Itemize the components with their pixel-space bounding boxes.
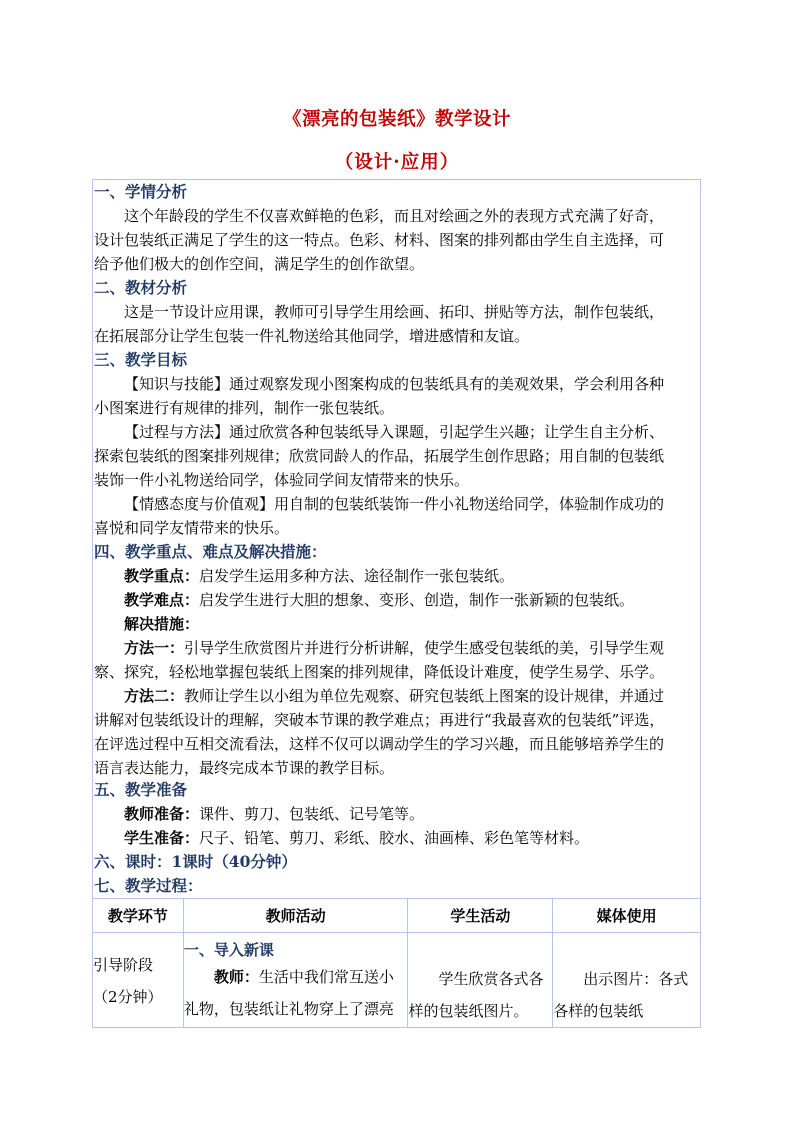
method-two — [94, 684, 700, 708]
media-line: 各样的包装纸 — [553, 1002, 644, 1020]
cell-stage — [93, 933, 184, 1028]
prep-text: 课件、剪刀、包装纸、记号笔等。 — [199, 805, 425, 823]
stage-duration: （2分钟） — [93, 988, 163, 1006]
goal-process — [94, 420, 700, 444]
difficult-point — [94, 588, 700, 612]
document-title: 《漂亮的包装纸》教学设计 — [282, 109, 511, 130]
section-teaching-goals — [94, 348, 700, 540]
cell-student — [408, 933, 553, 1028]
table-row — [93, 933, 701, 1028]
paragraph-line: 在评选过程中互相交流看法，这样不仅可以调动学生的学习兴趣，而且能够培养学生的 — [94, 735, 665, 753]
goal-label: 【过程与方法】 — [124, 423, 230, 441]
prep-label: 学生准备： — [124, 829, 200, 847]
paragraph-line: 小图案进行有规律的排列，制作一张包装纸。 — [94, 399, 395, 417]
section-heading: 二、教材分析 — [94, 278, 188, 297]
goal-label: 【知识与技能】 — [124, 375, 230, 393]
goal-text: 用自制的包装纸装饰一件小礼物送给同学，体验制作成功的 — [274, 495, 665, 513]
paragraph-line: 讲解对包装纸设计的理解，突破本节课的教学难点；再进行“我最喜欢的包装纸”评选， — [94, 711, 665, 729]
paragraph-line: 察、探究，轻松地掌握包装纸上图案的排列规律，降低设计难度，使学生易学、乐学。 — [94, 663, 665, 681]
goal-text: 通过观察发现小图案构成的包装纸具有的美观效果，学会利用各种 — [229, 375, 665, 393]
goal-text: 通过欣赏各种包装纸导入课题，引起学生兴趣；让学生自主分析、 — [229, 423, 665, 441]
section-preparation — [94, 778, 700, 850]
paragraph-line: 探索包装纸的图案排列规律；欣赏同龄人的作品，拓展学生创作思路；用自制的包装纸 — [94, 447, 665, 465]
goal-label: 【情感态度与价值观】 — [124, 495, 275, 513]
section-heading: 五、教学准备 — [94, 780, 188, 799]
goal-emotion — [94, 492, 700, 516]
paragraph-line: 这是一节设计应用课，教师可引导学生用绘画、拓印、拼贴等方法，制作包装纸， — [124, 303, 665, 321]
prep-text: 尺子、铅笔、剪刀、彩纸、胶水、油画棒、彩色笔等材料。 — [199, 829, 590, 847]
student-line: 样的包装纸图片。 — [408, 1002, 529, 1020]
teacher-label: 教师： — [213, 968, 259, 986]
method-one — [94, 636, 700, 660]
paragraph-line: 给予他们极大的创作空间，满足学生的创作欲望。 — [94, 255, 425, 273]
cell-media — [553, 933, 701, 1028]
section-heading-process: 七、教学过程： — [94, 876, 203, 895]
teacher-prep — [94, 802, 700, 826]
paragraph-line: 语言表达能力，最终完成本节课的教学目标。 — [94, 759, 395, 777]
process-table — [92, 898, 701, 1028]
student-line: 学生欣赏各式各 — [438, 970, 544, 988]
section-learner-analysis — [94, 180, 700, 276]
section-heading-duration: 六、课时：1课时（40分钟） — [94, 852, 297, 871]
key-point — [94, 564, 700, 588]
header-student: 学生活动 — [408, 899, 553, 933]
paragraph-line: 喜悦和同学友情带来的快乐。 — [94, 519, 290, 537]
key-label: 教学重点： — [124, 567, 200, 585]
solution-label-text: 解决措施： — [124, 615, 200, 633]
student-prep — [94, 826, 700, 850]
method-label: 方法一： — [124, 639, 185, 657]
prep-label: 教师准备： — [124, 805, 200, 823]
difficult-label: 教学难点： — [124, 591, 200, 609]
solution-label — [94, 612, 700, 636]
teacher-heading: 一、导入新课 — [183, 941, 274, 959]
key-text: 启发学生运用多种方法、途径制作一张包装纸。 — [199, 567, 515, 585]
paragraph-line: 设计包装纸正满足了学生的这一特点。色彩、材料、图案的排列都由学生自主选择，可 — [94, 231, 665, 249]
document-subtitle: （设计·应用） — [334, 152, 460, 173]
header-stage: 教学环节 — [93, 899, 184, 933]
teacher-line — [184, 961, 408, 993]
section-heading: 三、教学目标 — [94, 350, 188, 369]
table-header-row — [93, 899, 701, 933]
header-media: 媒体使用 — [553, 899, 701, 933]
paragraph-line: 这个年龄段的学生不仅喜欢鲜艳的色彩，而且对绘画之外的表现方式充满了好奇， — [124, 207, 665, 225]
section-schedule — [94, 850, 700, 898]
method-text: 引导学生欣赏图片并进行分析讲解，使学生感受包装纸的美，引导学生观 — [184, 639, 665, 657]
method-text: 教师让学生以小组为单位先观察、研究包装纸上图案的设计规律，并通过 — [184, 687, 665, 705]
section-heading: 四、教学重点、难点及解决措施： — [94, 542, 327, 561]
section-material-analysis — [94, 276, 700, 348]
stage-name: 引导阶段 — [93, 956, 154, 974]
teacher-text: 生活中我们常互送小 — [258, 968, 394, 986]
cell-teacher — [183, 933, 408, 1028]
method-label: 方法二： — [124, 687, 185, 705]
difficult-text: 启发学生进行大胆的想象、变形、创造，制作一张新颖的包装纸。 — [199, 591, 635, 609]
section-heading: 一、学情分析 — [94, 182, 188, 201]
paragraph-line: 在拓展部分让学生包装一件礼物送给其他同学，增进感情和友谊。 — [94, 327, 530, 345]
teacher-line: 礼物，包装纸让礼物穿上了漂亮 — [183, 1000, 394, 1018]
header-teacher: 教师活动 — [183, 899, 408, 933]
goal-knowledge — [94, 372, 700, 396]
section-key-points — [94, 540, 700, 780]
paragraph-line: 装饰一件小礼物送给同学，体验同学间友情带来的快乐。 — [94, 471, 470, 489]
media-line: 出示图片：各式 — [583, 970, 689, 988]
